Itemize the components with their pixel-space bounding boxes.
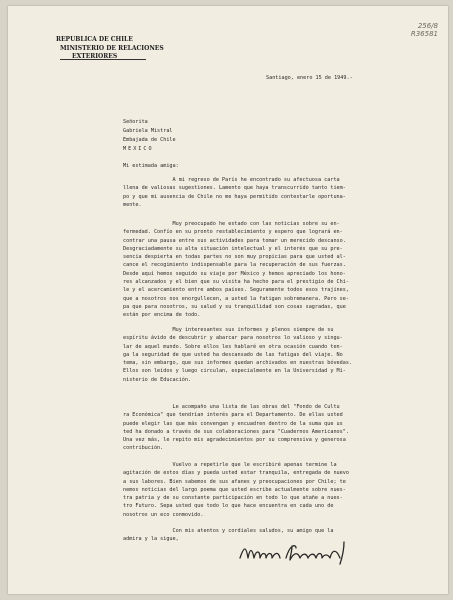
letterhead-dept: EXTERIORES bbox=[72, 53, 118, 61]
paragraph-5: Vuelvo a repetirle que le escribiré apenas termine la agitación de estos días y pueda usted estar tranquila, entregada de nuevo a sus labores. Bien sabemos de sus afanes y preocupaciones por Chile; te nemos noticias del largo poema que usted escribe actualmente sobre nues- tra patria y de su constante participación en todo lo que atañe a nues- tro Futuro. Sepa usted que todo lo que hace encuentra en cada uno de nosotros un eco conmovido. bbox=[123, 462, 349, 518]
paragraph-2: Muy preocupado he estado con las noticias sobre su en- fermedad. Confío en su pronto restablecimiento y espero que logrará en- contrar una pausa entre sus actividades para tomar un merecido descanso. Desgraciadamente su alta situación intelectual y el interés que su pre- sencia despierta en todas partes no son muy propicias para que usted al- cance el recogimiento indispensable para la recuperación de sus fuerzas. Desde aquí hemos seguido su viaje por México y hemos apreciado los hono- res alcanzados y el bien que su visita ha hecho para el prestigio de Chi- le y el acercamiento entre ambos países. Seguramente todos esos trajines, que a nosotros nos enorgullecen, a usted la fatigan sobremanera. Pero se- pa que para nosotros, su salud y su tranquilidad son cosas sagradas, que están por encima de todo. bbox=[123, 221, 349, 319]
letterhead-rule bbox=[60, 59, 146, 60]
signature bbox=[236, 538, 376, 568]
paragraph-4: Le acompaño una lista de las obras del "Fondo de Cultu ra Económica" que tendrían interés para el Departamento. De ellas usted puede elegir las que más convengan y encuadren dentro de la suma que us ted ha donado a través de sus colaboraciones para "Cuadernos Americanos". Una vez más, le repito mis agradecimientos por su comprensiva y generosa contribución. bbox=[123, 404, 349, 452]
archive-mark-1: 256/8 bbox=[417, 22, 438, 30]
recipient-name: Gabriela Mistral bbox=[123, 128, 173, 134]
letterhead-ministry: MINISTERIO DE RELACIONES bbox=[60, 44, 164, 52]
recipient-country: MEXICO bbox=[123, 146, 154, 152]
recipient-office: Embajada de Chile bbox=[123, 137, 176, 143]
letter-page bbox=[8, 6, 448, 594]
closing: Con mis atentos y cordiales saludos, su amigo que la admira y la sigue, bbox=[123, 528, 334, 543]
paragraph-3: Muy interesantes sus informes y plenos siempre de su espíritu ávido de descubrir y abarcar para nosotros lo valioso y singu- lar de aquel mundo. Sobre ellos les hablaré en otra ocasión cuando ten- ga la seguridad de que usted ha descansado de las fatigas del viaje. No tema, sin embargo, que sus informes quedan archivados en nuestras bóvedas. Ellos son leídos y luego circulan, especialmente en la Universidad y Mi- nisterio de Educación. bbox=[123, 327, 353, 383]
paragraph-1: A mi regreso de París he encontrado su afectuosa carta llena de valiosas sugestiones. Lamento que haya transcurrido tanto tiem- po y que mi ausencia de Chile no me haya permitido contestarle oportuna- mente. bbox=[123, 177, 346, 208]
letterhead bbox=[56, 36, 164, 62]
letter-date: Santiago, enero 15 de 1949.- bbox=[266, 75, 353, 81]
letterhead-country: REPUBLICA DE CHILE bbox=[56, 36, 133, 43]
archive-marks bbox=[411, 22, 438, 38]
recipient-title: Señorita bbox=[123, 119, 148, 125]
archive-mark-2: R36581 bbox=[410, 30, 438, 38]
salutation: Mi estimada amiga: bbox=[123, 163, 179, 169]
